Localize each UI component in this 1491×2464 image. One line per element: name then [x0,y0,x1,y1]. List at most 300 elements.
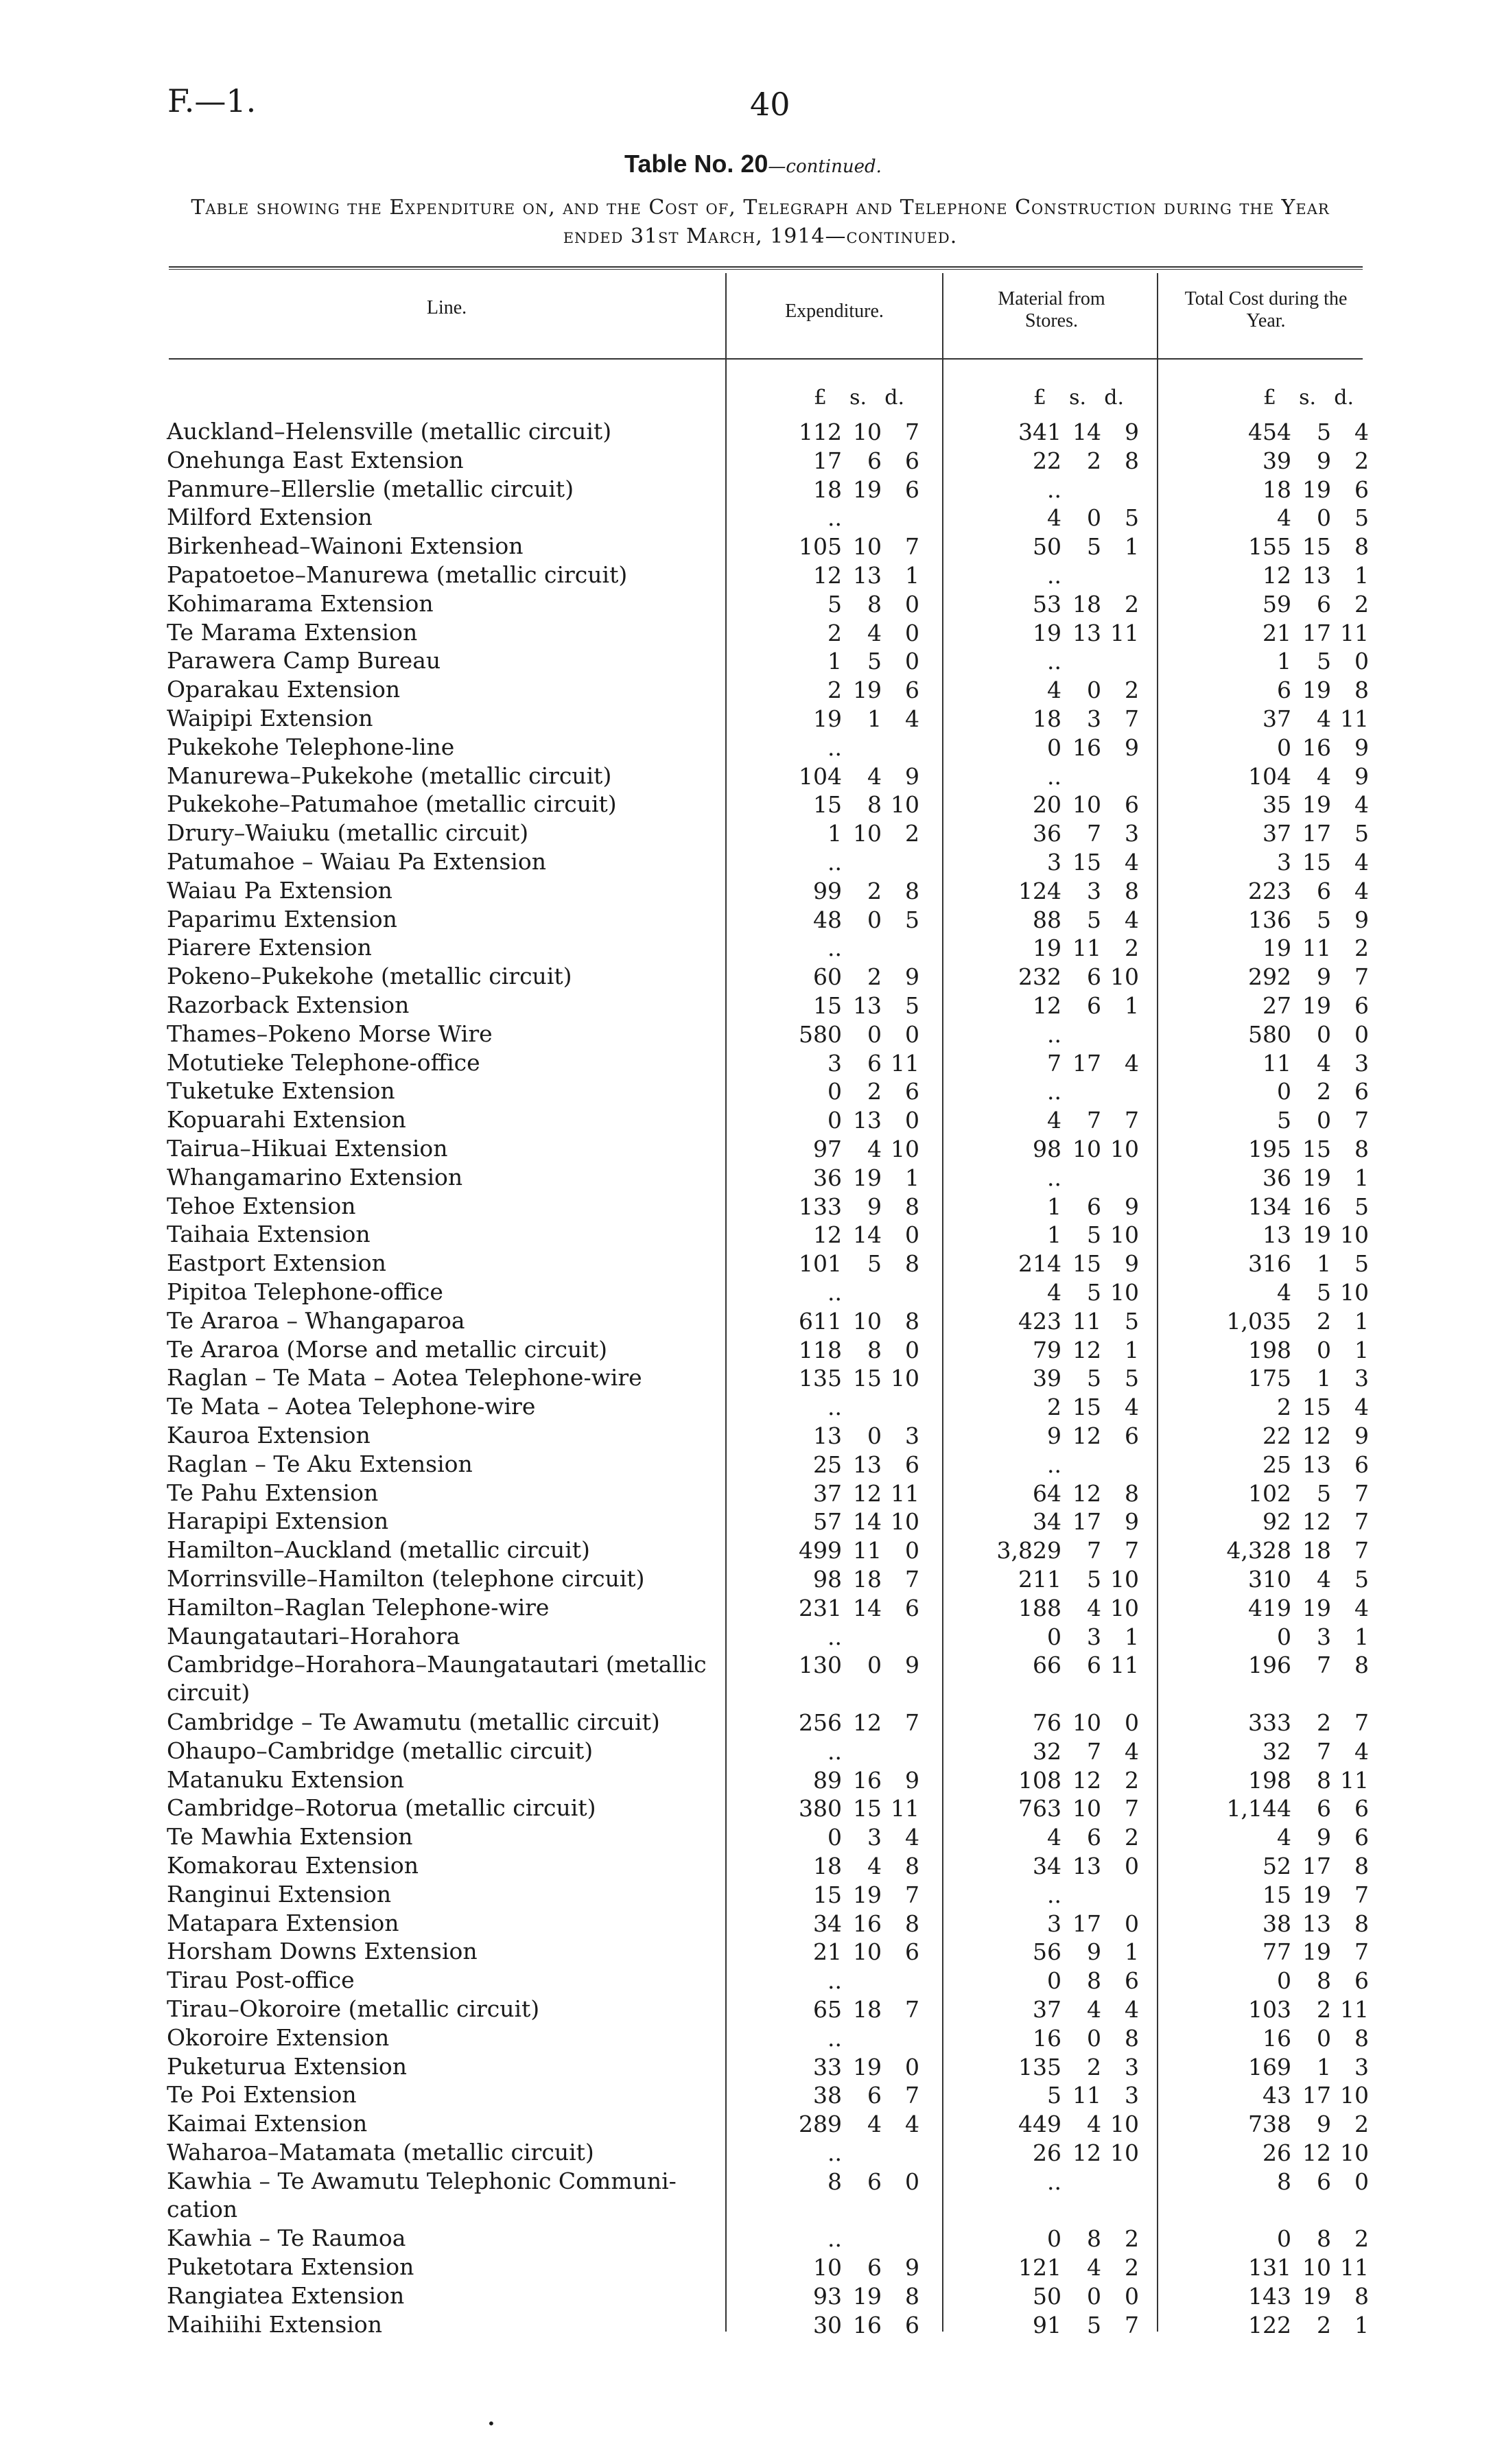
expenditure-shillings: 10 [853,1308,882,1335]
material-shillings: 4 [1087,2254,1101,2281]
expenditure-pence: 3 [905,1422,919,1449]
expenditure-cell [755,2054,919,2080]
material-pence: 10 [1110,1221,1139,1248]
line-name: Paparimu Extension [167,906,397,932]
material-pence: 4 [1125,1738,1139,1765]
table-row [0,447,1491,476]
line-name: Parawera Camp Bureau [167,647,441,674]
total-pounds: 102 [1248,1480,1291,1507]
total-cell [1180,1337,1369,1363]
material-cell [974,1078,1139,1105]
line-name: Raglan – Te Aku Extension [167,1451,473,1477]
expenditure-shillings: 12 [853,1480,882,1507]
expenditure-cell [755,1853,919,1879]
line-name: Morrinsville–Hamilton (telephone circuit) [167,1565,645,1592]
expenditure-shillings: 2 [867,1078,882,1105]
expenditure-shillings: 15 [853,1795,882,1822]
expenditure-pence: 1 [905,562,919,589]
material-shillings: 15 [1072,1394,1101,1420]
expenditure-pence: 7 [905,533,919,560]
total-pence: 0 [1354,648,1369,674]
line-name: Hamilton–Raglan Telephone-wire [167,1594,550,1621]
total-pence: 11 [1340,705,1369,732]
material-pounds: 3,829 [996,1537,1061,1564]
line-name: Kawhia – Te Awamutu Telephonic Communi- [167,2168,677,2194]
expenditure-pence: 4 [905,705,919,732]
expenditure-shillings: 19 [853,2054,882,2080]
material-pounds: 34 [1033,1508,1061,1535]
line-name: Matapara Extension [167,1910,399,1936]
material-cell [974,1221,1139,1248]
material-pounds: 0 [1047,1623,1061,1650]
total-shillings: 11 [1302,935,1331,961]
table-row [0,1107,1491,1136]
material-shillings: 2 [1087,2054,1101,2080]
total-pounds: 419 [1248,1595,1291,1621]
material-cell [974,1938,1139,1965]
total-pence: 8 [1354,533,1369,560]
total-pence: 7 [1354,1537,1369,1564]
expenditure-shillings: 19 [853,677,882,703]
total-pence: 1 [1354,2312,1369,2338]
expenditure-shillings: 4 [867,620,882,646]
total-cell [1180,878,1369,904]
line-name: Ohaupo–Cambridge (metallic circuit) [167,1737,594,1764]
expenditure-pounds: 5 [827,591,842,618]
table-row [0,1881,1491,1910]
total-cell [1180,992,1369,1019]
expenditure-pence: 6 [905,447,919,474]
expenditure-pounds: 17 [813,447,842,474]
total-pence: 11 [1340,1767,1369,1794]
total-cell [1180,1566,1369,1593]
total-pounds: 1,035 [1226,1308,1291,1335]
expenditure-cell [755,1078,919,1105]
expenditure-pounds: .. [827,734,842,761]
total-shillings: 15 [1302,1136,1331,1162]
total-pounds: 738 [1248,2111,1291,2137]
total-pence: 5 [1354,1193,1369,1220]
expenditure-pence: 6 [905,1078,919,1105]
material-shillings: 8 [1087,2225,1101,2252]
material-pounds: .. [1047,1164,1061,1191]
total-shillings: 1 [1317,1250,1331,1277]
units-expenditure [755,386,919,410]
material-pounds: 423 [1018,1308,1061,1335]
material-shillings: 12 [1072,1422,1101,1449]
material-pence: 10 [1110,1566,1139,1593]
total-pence: 0 [1354,2168,1369,2195]
material-pence: 1 [1125,533,1139,560]
material-cell [974,1595,1139,1621]
material-pounds: 50 [1033,2283,1061,2310]
total-shillings: 9 [1317,447,1331,474]
total-cell [1180,591,1369,618]
line-name: Eastport Extension [167,1249,386,1276]
total-shillings: 5 [1317,648,1331,674]
material-cell [974,591,1139,618]
material-pounds: 108 [1018,1767,1061,1794]
expenditure-shillings: 18 [853,1566,882,1593]
table-row [0,1853,1491,1881]
expenditure-cell [755,2111,919,2137]
total-pence: 8 [1354,2283,1369,2310]
total-cell [1180,2225,1369,2252]
table-row [0,1566,1491,1595]
material-shillings: 16 [1072,734,1101,761]
total-cell [1180,447,1369,474]
expenditure-pence: 9 [905,2254,919,2281]
expenditure-shillings: 14 [853,1221,882,1248]
material-pounds: 91 [1033,2312,1061,2338]
table-row [0,763,1491,792]
line-name: Cambridge–Rotorua (metallic circuit) [167,1794,596,1821]
material-cell [974,533,1139,560]
table-row [0,1767,1491,1796]
expenditure-cell [755,1938,919,1965]
expenditure-pounds: 48 [813,906,842,933]
expenditure-pounds: 0 [827,1107,842,1134]
unit-pounds: £ [813,386,827,410]
total-cell [1180,2025,1369,2052]
material-pence: 0 [1125,1910,1139,1937]
material-cell [974,562,1139,589]
expenditure-cell [755,1623,919,1650]
material-pounds: 32 [1033,1738,1061,1765]
total-cell [1180,562,1369,589]
total-cell [1180,2168,1369,2195]
total-shillings: 15 [1302,533,1331,560]
total-pounds: 198 [1248,1337,1291,1363]
expenditure-pence: 9 [905,1652,919,1678]
line-name: Kawhia – Te Raumoa [167,2225,406,2251]
unit-shillings: s. [1299,386,1316,410]
material-pounds: 4 [1047,504,1061,531]
total-pence: 9 [1354,906,1369,933]
expenditure-shillings: 19 [853,1881,882,1908]
material-pounds: 7 [1047,1050,1061,1077]
total-shillings: 4 [1317,1050,1331,1077]
table-row [0,2082,1491,2111]
total-pence: 2 [1354,447,1369,474]
material-shillings: 0 [1087,2025,1101,2052]
material-cell [974,1107,1139,1134]
table-number [624,150,882,178]
material-pence: 1 [1125,1337,1139,1363]
expenditure-pounds: 21 [813,1938,842,1965]
table-row [0,677,1491,705]
total-pence: 1 [1354,1623,1369,1650]
expenditure-pounds: 12 [813,562,842,589]
material-pence: 9 [1125,1193,1139,1220]
total-pounds: 136 [1248,906,1291,933]
total-shillings: 0 [1317,1337,1331,1363]
table-row [0,1394,1491,1422]
material-shillings: 0 [1087,677,1101,703]
total-pence: 4 [1354,1394,1369,1420]
material-pence: 7 [1125,2312,1139,2338]
expenditure-pence: 6 [905,476,919,503]
total-pounds: 0 [1277,734,1291,761]
expenditure-shillings: 0 [867,1021,882,1048]
total-pounds: 6 [1277,677,1291,703]
expenditure-shillings: 13 [853,1107,882,1134]
total-shillings: 6 [1317,2168,1331,2195]
expenditure-pence: 1 [905,1164,919,1191]
material-pence: 1 [1125,1623,1139,1650]
total-shillings: 5 [1317,419,1331,445]
total-cell [1180,1365,1369,1392]
material-pounds: 19 [1033,620,1061,646]
total-shillings: 4 [1317,1566,1331,1593]
line-name: Cambridge – Te Awamutu (metallic circuit) [167,1709,660,1735]
total-shillings: 16 [1302,734,1331,761]
total-pence: 8 [1354,1910,1369,1937]
line-name: Drury–Waiuku (metallic circuit) [167,819,529,846]
expenditure-pounds: 2 [827,620,842,646]
expenditure-cell [755,1250,919,1277]
material-pence: 5 [1125,504,1139,531]
line-name-continuation: cation [167,2196,238,2222]
material-pence: 8 [1125,1480,1139,1507]
total-pence: 4 [1354,849,1369,876]
total-pence: 9 [1354,734,1369,761]
material-pence: 10 [1110,2139,1139,2166]
material-pounds: .. [1047,476,1061,503]
material-shillings: 7 [1087,1738,1101,1765]
total-pounds: 0 [1277,2225,1291,2252]
material-pounds: 98 [1033,1136,1061,1162]
expenditure-pounds: 8 [827,2168,842,2195]
total-cell [1180,1480,1369,1507]
total-pence: 1 [1354,562,1369,589]
line-name: Panmure–Ellerslie (metallic circuit) [167,476,574,502]
material-pounds: 64 [1033,1480,1061,1507]
material-cell [974,1480,1139,1507]
total-pence: 3 [1354,1050,1369,1077]
table-row [0,1508,1491,1537]
total-shillings: 18 [1302,1537,1331,1564]
line-name: Oparakau Extension [167,676,401,703]
material-shillings: 8 [1087,1967,1101,1994]
material-pounds: 50 [1033,533,1061,560]
total-pence: 7 [1354,963,1369,990]
total-pence: 6 [1354,992,1369,1019]
total-pence: 5 [1354,1566,1369,1593]
table-row [0,1365,1491,1394]
total-shillings: 7 [1317,1738,1331,1765]
total-pounds: 292 [1248,963,1291,990]
expenditure-shillings: 16 [853,1910,882,1937]
expenditure-pounds: 12 [813,1221,842,1248]
expenditure-cell [755,1480,919,1507]
line-name: Kopuarahi Extension [167,1106,406,1133]
total-shillings: 19 [1302,1938,1331,1965]
expenditure-pounds: 1 [827,820,842,847]
expenditure-shillings: 19 [853,1164,882,1191]
material-pence: 10 [1110,1279,1139,1306]
line-name: Okoroire Extension [167,2024,390,2051]
total-shillings: 8 [1317,1967,1331,1994]
line-name: Puketurua Extension [167,2053,408,2080]
expenditure-cell [755,2082,919,2109]
table-row [0,1422,1491,1451]
expenditure-pence: 4 [905,2111,919,2137]
total-shillings: 19 [1302,1221,1331,1248]
line-name: Whangamarino Extension [167,1164,463,1190]
material-cell [974,476,1139,503]
page-number: 40 [750,86,790,123]
expenditure-pence: 5 [905,906,919,933]
total-pence: 2 [1354,935,1369,961]
table-row [0,1537,1491,1566]
material-pounds: 18 [1033,705,1061,732]
total-cell [1180,1308,1369,1335]
expenditure-cell [755,1881,919,1908]
total-pounds: 32 [1263,1738,1291,1765]
line-name: Onehunga East Extension [167,447,464,473]
material-pounds: 66 [1033,1652,1061,1678]
material-cell [974,1279,1139,1306]
table-row [0,849,1491,878]
total-pence: 5 [1354,1250,1369,1277]
table-row [0,705,1491,734]
expenditure-pounds: .. [827,504,842,531]
material-pence: 7 [1125,1107,1139,1134]
table-title: Table showing the Expenditure on, and the Cost of, Telegraph and Telephone Construction during the Year ended 31st March, 1914—continued. [191,196,1330,248]
total-pounds: 195 [1248,1136,1291,1162]
material-shillings: 11 [1072,1308,1101,1335]
expenditure-cell [755,1795,919,1822]
header-bottom-rule [169,358,1363,360]
material-cell [974,1021,1139,1048]
material-shillings: 10 [1072,1136,1101,1162]
expenditure-pounds: 256 [799,1709,842,1736]
total-pence: 11 [1340,620,1369,646]
total-pence: 8 [1354,1652,1369,1678]
expenditure-shillings: 4 [867,2111,882,2137]
material-shillings: 10 [1072,791,1101,818]
expenditure-cell [755,562,919,589]
material-pence: 3 [1125,820,1139,847]
material-cell [974,1566,1139,1593]
expenditure-shillings: 10 [853,820,882,847]
material-cell [974,1853,1139,1879]
total-cell [1180,1652,1369,1678]
expenditure-pence: 8 [905,878,919,904]
expenditure-pence: 0 [905,2054,919,2080]
material-cell [974,1164,1139,1191]
table-row [0,648,1491,677]
material-pounds: 34 [1033,1853,1061,1879]
expenditure-pence: 7 [905,1881,919,1908]
total-pence: 8 [1354,677,1369,703]
expenditure-cell [755,620,919,646]
total-pence: 1 [1354,1337,1369,1363]
expenditure-cell [755,705,919,732]
total-cell [1180,476,1369,503]
total-pence: 7 [1354,1508,1369,1535]
table-row [0,1623,1491,1652]
line-name: Razorback Extension [167,992,410,1018]
expenditure-cell [755,1996,919,2023]
expenditure-pounds: 0 [827,1824,842,1851]
expenditure-pounds: 499 [799,1537,842,1564]
material-pence: 4 [1125,906,1139,933]
total-pounds: 16 [1263,2025,1291,2052]
expenditure-pence: 7 [905,419,919,445]
total-shillings: 3 [1317,1623,1331,1650]
total-shillings: 5 [1317,1279,1331,1306]
expenditure-cell [755,1337,919,1363]
material-pounds: 12 [1033,992,1061,1019]
material-cell [974,447,1139,474]
total-pounds: 15 [1263,1881,1291,1908]
line-name: Pokeno–Pukekohe (metallic circuit) [167,963,572,989]
expenditure-shillings: 8 [867,591,882,618]
material-cell [974,1136,1139,1162]
expenditure-pence: 8 [905,1193,919,1220]
expenditure-cell [755,1021,919,1048]
expenditure-shillings: 13 [853,992,882,1019]
material-shillings: 5 [1087,1566,1101,1593]
expenditure-cell [755,1136,919,1162]
material-cell [974,1422,1139,1449]
total-shillings: 9 [1317,2111,1331,2137]
expenditure-pounds: 118 [799,1337,842,1363]
material-cell [974,1337,1139,1363]
line-name: Te Mawhia Extension [167,1823,413,1850]
total-pounds: 4 [1277,1279,1291,1306]
table-row [0,620,1491,648]
total-shillings: 1 [1317,1365,1331,1392]
total-shillings: 19 [1302,791,1331,818]
material-cell [974,648,1139,674]
expenditure-cell [755,1738,919,1765]
total-shillings: 9 [1317,963,1331,990]
material-cell [974,620,1139,646]
total-pence: 8 [1354,2025,1369,2052]
expenditure-cell [755,2168,919,2195]
total-cell [1180,648,1369,674]
total-cell [1180,1136,1369,1162]
expenditure-pounds: .. [827,1394,842,1420]
total-pence: 2 [1354,591,1369,618]
total-pence: 10 [1340,2139,1369,2166]
material-pence: 0 [1125,1709,1139,1736]
expenditure-pounds: 19 [813,705,842,732]
expenditure-cell [755,504,919,531]
table-row [0,2168,1491,2222]
total-shillings: 19 [1302,1881,1331,1908]
material-shillings: 6 [1087,963,1101,990]
total-shillings: 5 [1317,906,1331,933]
total-pounds: 37 [1263,820,1291,847]
material-pence: 2 [1125,1767,1139,1794]
material-pence: 2 [1125,2254,1139,2281]
expenditure-pence: 10 [891,1508,919,1535]
unit-shillings: s. [1069,386,1086,410]
expenditure-cell [755,419,919,445]
expenditure-pounds: 89 [813,1767,842,1794]
total-pounds: 0 [1277,1078,1291,1105]
material-pounds: 763 [1018,1795,1061,1822]
total-cell [1180,963,1369,990]
expenditure-pence: 7 [905,1996,919,2023]
total-pence: 9 [1354,1422,1369,1449]
expenditure-cell [755,648,919,674]
expenditure-shillings: 11 [853,1537,882,1564]
